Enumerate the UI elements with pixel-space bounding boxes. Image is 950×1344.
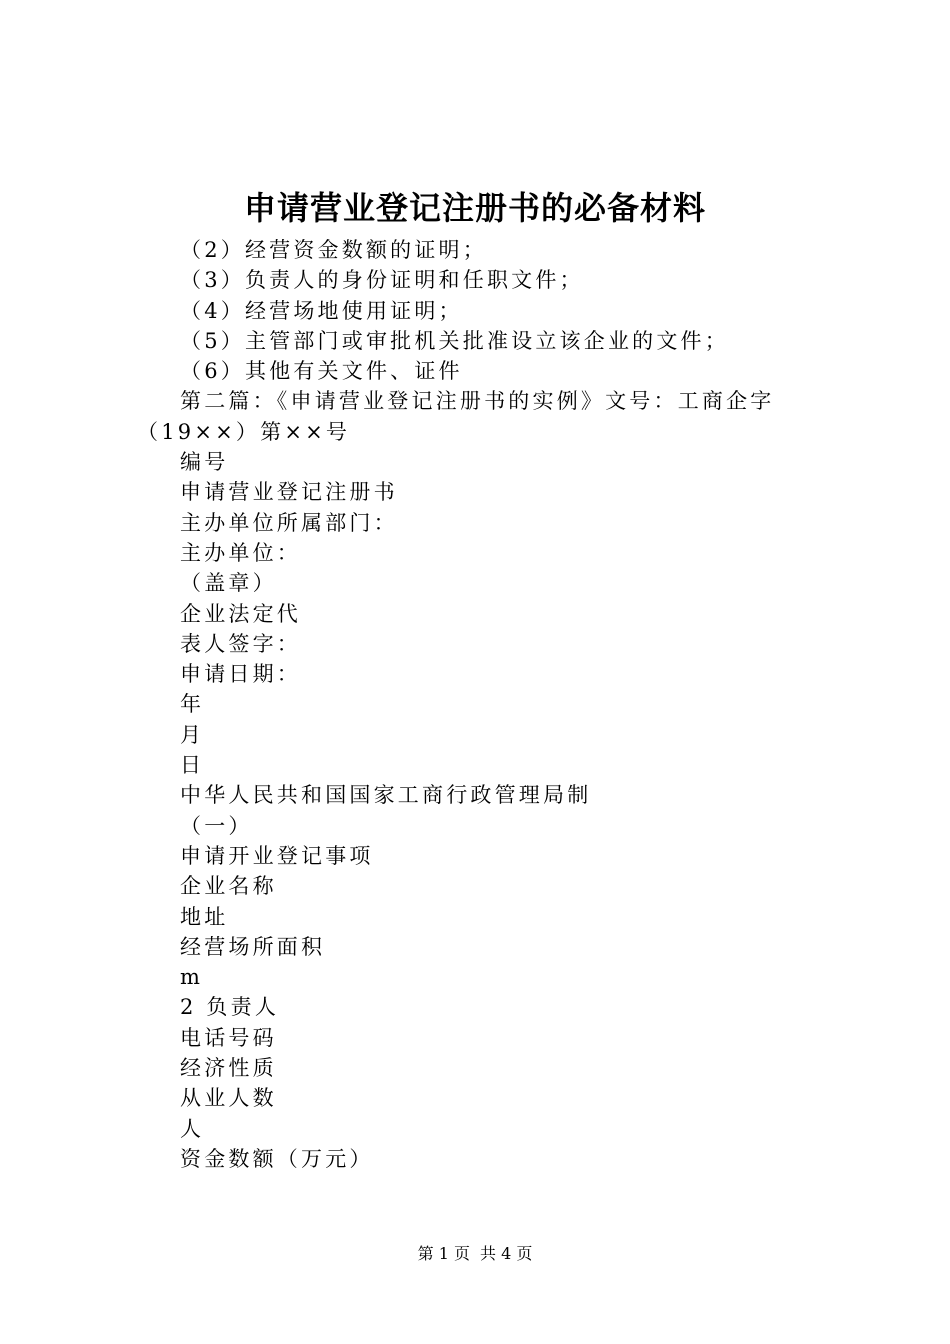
body-line: 2 负责人 xyxy=(180,995,280,1020)
body-line: 表人签字： xyxy=(180,631,301,656)
body-line: 电话号码 xyxy=(180,1025,277,1050)
body-line: 年 xyxy=(180,692,205,717)
document-title: 申请营业登记注册书的必备材料 xyxy=(243,189,706,227)
body-line-continuation: （19××）第××号 xyxy=(137,419,351,444)
body-line: m xyxy=(180,965,204,990)
body-line: 编号 xyxy=(180,450,229,475)
page-footer xyxy=(0,1240,950,1268)
body-line: （2）经营资金数额的证明； xyxy=(180,238,487,262)
body-line: 主办单位所属部门： xyxy=(180,510,398,535)
body-line: 申请日期： xyxy=(180,662,301,687)
body-line: （5）主管部门或审批机关批准设立该企业的文件； xyxy=(180,328,729,353)
body-line: 主办单位： xyxy=(180,540,301,565)
body-line: 资金数额（万元） xyxy=(180,1146,374,1171)
body-line: 地址 xyxy=(180,904,229,929)
body-line: （6）其他有关文件、证件 xyxy=(180,359,463,384)
body-line: （4）经营场地使用证明； xyxy=(180,298,463,323)
body-line: 申请开业登记事项 xyxy=(180,843,374,868)
body-line: 日 xyxy=(180,753,205,778)
body-line: 经营场所面积 xyxy=(180,934,326,959)
body-line: 企业名称 xyxy=(180,874,277,899)
body-line: 中华人民共和国国家工商行政管理局制 xyxy=(180,783,592,808)
body-line: 人 xyxy=(180,1116,205,1141)
body-line: 第二篇：《申请营业登记注册书的实例》文号：工商企字 xyxy=(180,389,775,414)
body-line: 月 xyxy=(180,722,205,747)
page-number: 第 1 页 xyxy=(417,1244,470,1263)
page-total: 共 4 页 xyxy=(480,1244,533,1263)
body-line: （一） xyxy=(180,813,253,838)
document-body xyxy=(0,235,950,1174)
body-line: 申请营业登记注册书 xyxy=(180,480,398,505)
body-line: （盖章） xyxy=(180,571,277,596)
body-line: 从业人数 xyxy=(180,1086,277,1111)
body-line: 企业法定代 xyxy=(180,601,301,626)
body-line: （3）负责人的身份证明和任职文件； xyxy=(180,268,584,293)
body-line: 经济性质 xyxy=(180,1056,277,1081)
